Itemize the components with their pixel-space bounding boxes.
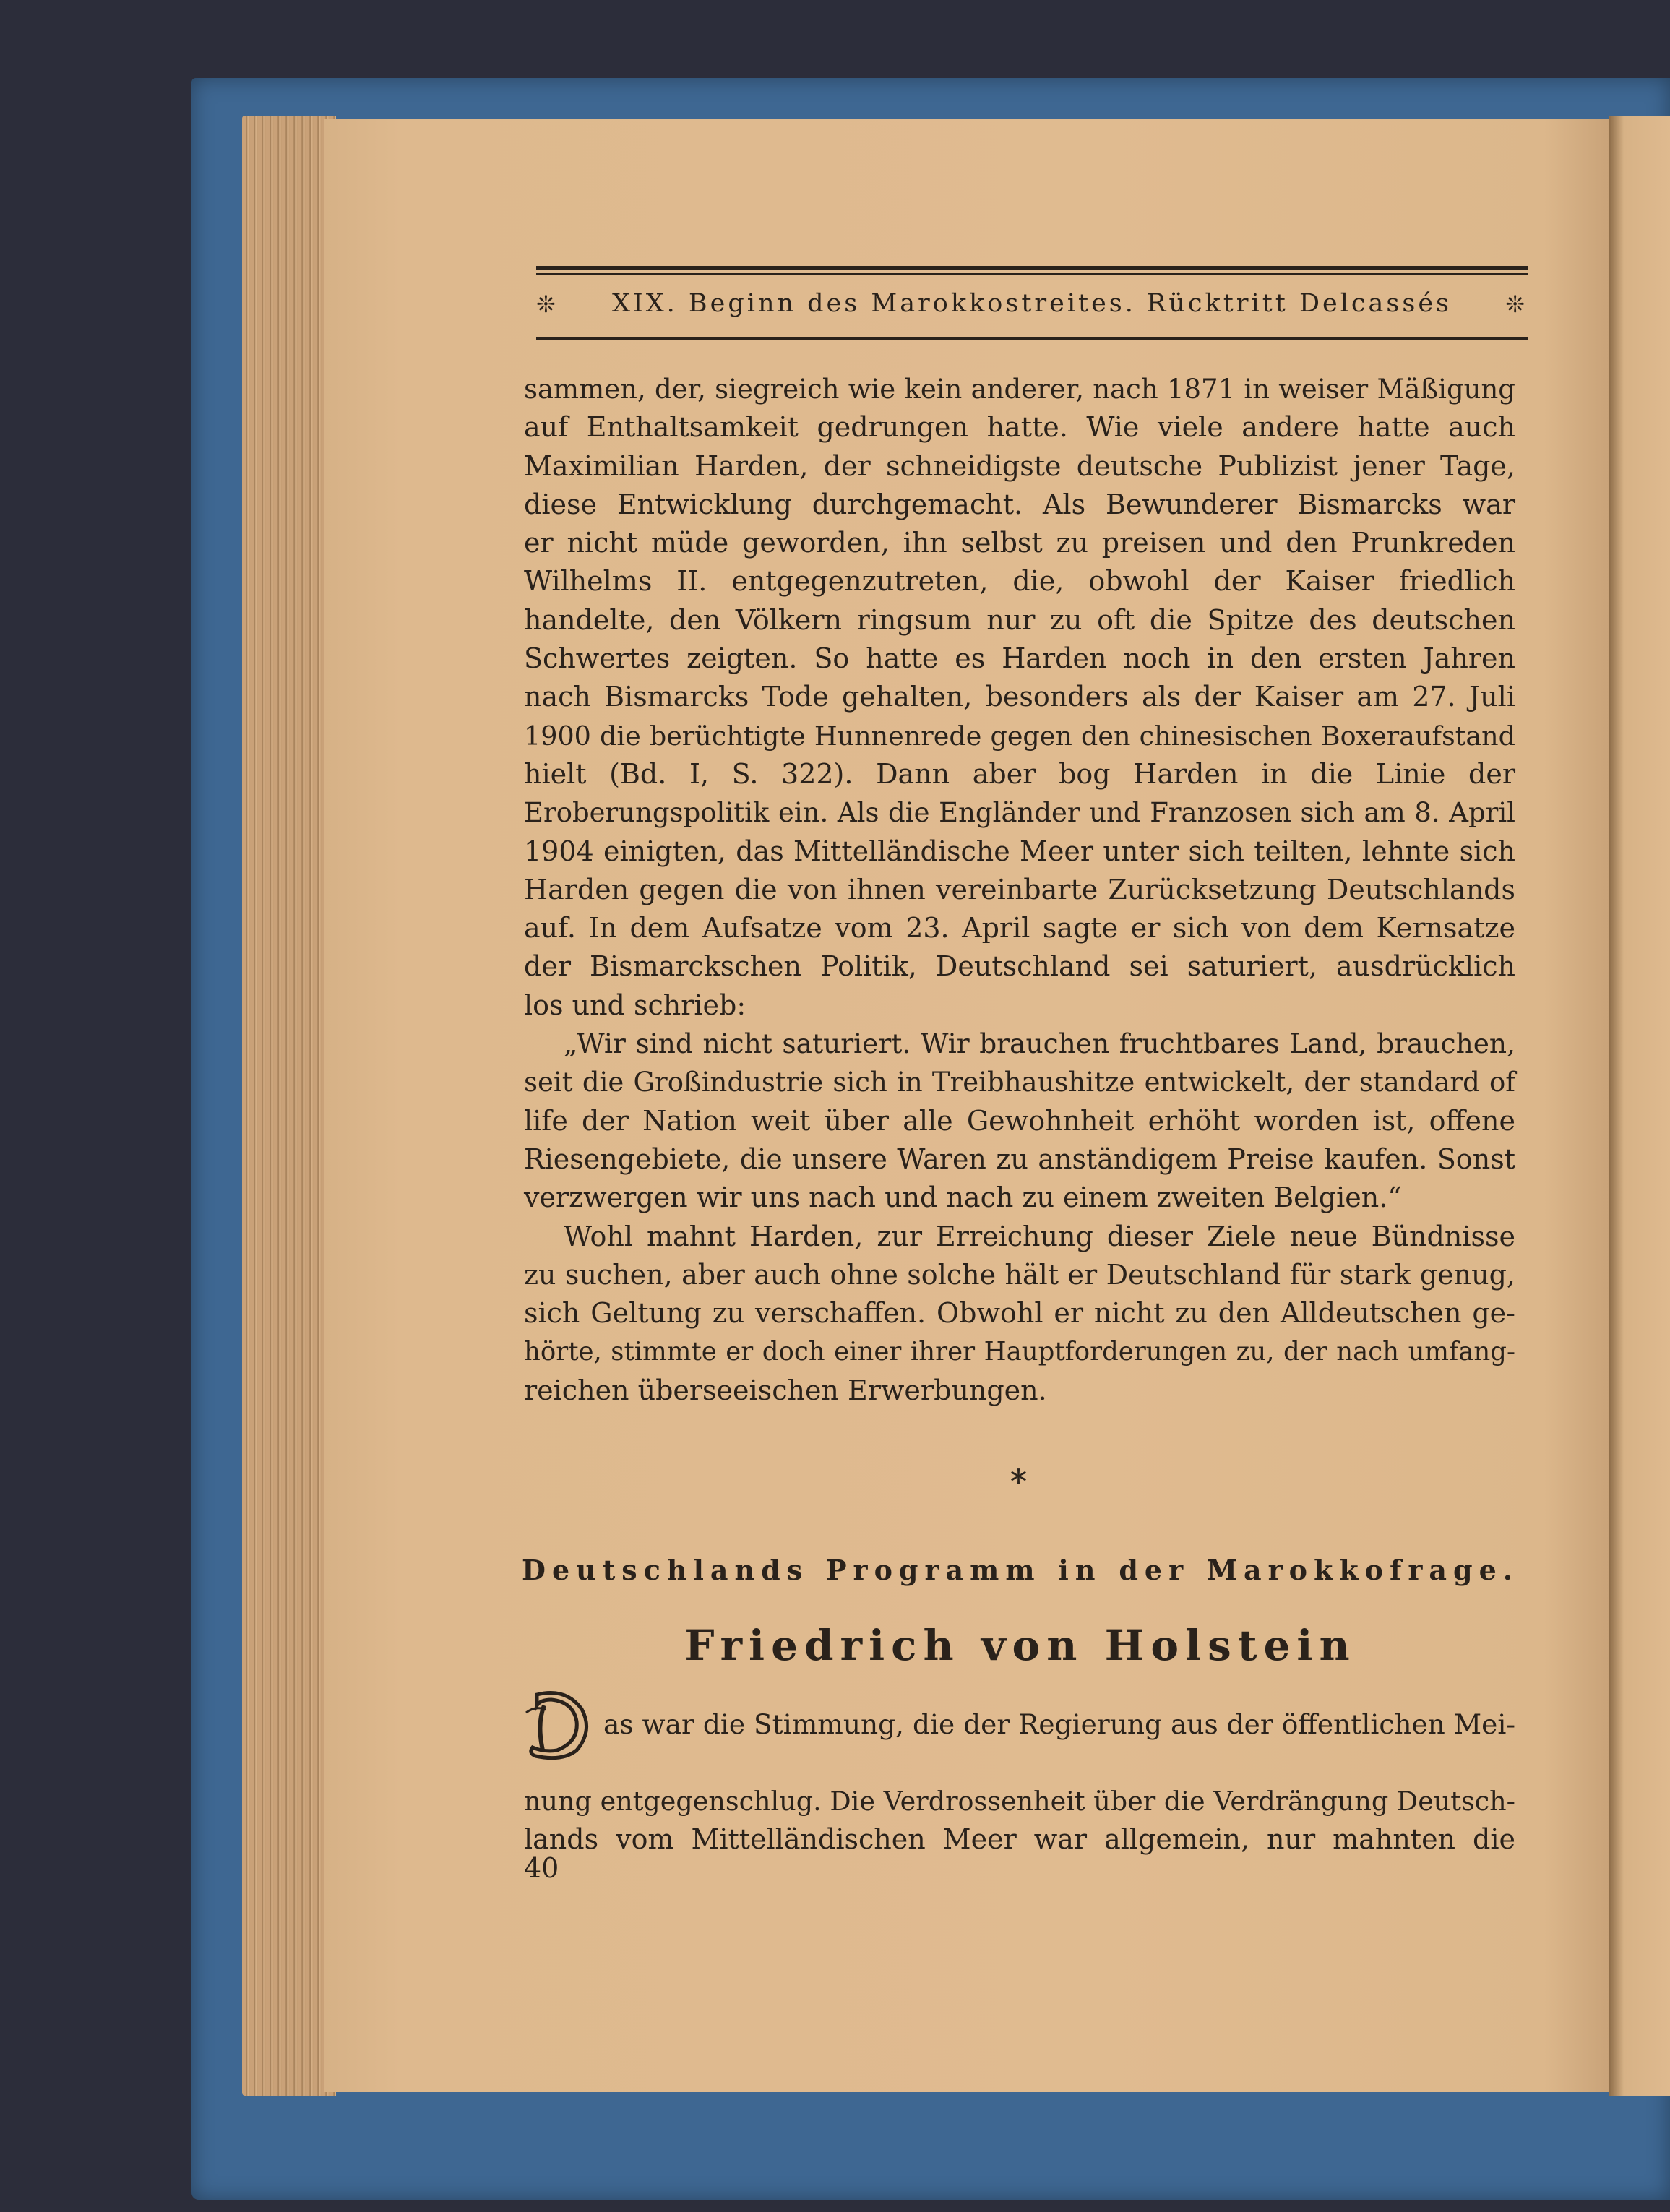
header-rule-thick — [536, 266, 1528, 270]
facing-page-edge — [1609, 116, 1670, 2096]
page-edges — [242, 116, 336, 2096]
body-text — [524, 370, 1515, 1410]
header-rule-bottom — [536, 337, 1528, 340]
text-line: auf Enthaltsamkeit gedrungen hatte. Wie viele andere hatte auch — [524, 411, 1515, 444]
quote-line: verzwergen wir uns nach und nach zu einem zweiten Belgien.“ — [524, 1182, 1402, 1214]
text-line: hielt (Bd. I, S. 322). Dann aber bog Harden in die Linie der — [524, 757, 1515, 790]
text-line: Wilhelms II. entgegenzutreten, die, obwohl der Kaiser friedlich — [524, 565, 1515, 598]
next-paragraph-rest — [524, 1782, 1515, 1859]
text-line: sich Geltung zu verschaffen. Obwohl er nicht zu den Alldeutschen ge- — [524, 1297, 1515, 1330]
text-line: Wohl mahnt Harden, zur Erreichung dieser Ziele neue Bündnisse — [564, 1220, 1515, 1252]
text-line: Maximilian Harden, der schneidigste deutsche Publizist jener Tage, — [524, 449, 1515, 482]
text-line: er nicht müde geworden, ihn selbst zu preisen und den Prunkreden — [524, 527, 1515, 559]
text-line: los und schrieb: — [524, 989, 746, 1021]
text-line: 1900 die berüchtigte Hunnenrede gegen den chinesischen Boxeraufstand — [524, 720, 1515, 752]
running-head-title: XIX. Beginn des Marokkostreites. Rücktritt Delcassés — [612, 289, 1452, 318]
page-number: 40 — [524, 1852, 559, 1884]
drop-cap — [522, 1684, 595, 1763]
quote-line: life der Nation weit über alle Gewohnheit erhöht worden ist, offene — [524, 1104, 1515, 1137]
text-line: auf. In dem Aufsatze vom 23. April sagte er sich von dem Kernsatze — [524, 912, 1515, 944]
text-line: as war die Stimmung, die der Regierung aus der öffentlichen Mei- — [603, 1708, 1515, 1740]
text-line: reichen überseeischen Erwerbungen. — [524, 1374, 1047, 1406]
text-line: Schwertes zeigten. So hatte es Harden noch in den ersten Jahren — [524, 642, 1515, 675]
next-paragraph-first — [603, 1705, 1515, 1744]
section-subheading: Friedrich von Holstein — [684, 1621, 1356, 1670]
text-line: handelte, den Völkern ringsum nur zu oft die Spitze des deutschen — [524, 603, 1515, 636]
text-line: zu suchen, aber auch ohne solche hält er Deutschland für stark genug, — [524, 1258, 1515, 1291]
drop-cap-letter: D — [538, 1691, 580, 1750]
quote-line: seit die Großindustrie sich in Treibhaushitze entwickelt, der standard of — [524, 1067, 1515, 1098]
text-line: hörte, stimmte er doch einer ihrer Hauptforderungen zu, der nach umfang- — [524, 1337, 1515, 1367]
text-line: nung entgegenschlug. Die Verdrossenheit über die Verdrängung Deutsch- — [524, 1786, 1515, 1817]
section-break-asterisk: * — [1010, 1462, 1027, 1501]
ornament-left-icon: ❊ — [536, 291, 559, 318]
text-line: nach Bismarcks Tode gehalten, besonders als der Kaiser am 27. Juli — [524, 681, 1515, 713]
quote-line: Riesengebiete, die unsere Waren zu anständigem Preise kaufen. Sonst — [524, 1142, 1515, 1175]
text-line: Harden gegen die von ihnen vereinbarte Zurücksetzung Deutschlands — [524, 873, 1515, 905]
text-line: lands vom Mittelländischen Meer war allgemein, nur mahnten die — [524, 1823, 1515, 1856]
section-heading: Deutschlands Programm in der Marokkofrage. — [522, 1554, 1519, 1586]
header-rule-thin — [536, 273, 1528, 275]
text-line: 1904 einigten, das Mittelländische Meer unter sich teilten, lehnte sich — [524, 835, 1515, 867]
text-line: der Bismarckschen Politik, Deutschland sei saturiert, ausdrücklich — [524, 950, 1515, 983]
quote-line: „Wir sind nicht saturiert. Wir brauchen fruchtbares Land, brauchen, — [564, 1028, 1515, 1060]
text-line: diese Entwicklung durchgemacht. Als Bewunderer Bismarcks war — [524, 488, 1515, 520]
text-line: Eroberungspolitik ein. Als die Engländer und Franzosen sich am 8. April — [524, 797, 1515, 829]
ornament-right-icon: ❊ — [1505, 291, 1528, 318]
running-head — [536, 289, 1528, 325]
text-line: sammen, der, siegreich wie kein anderer, nach 1871 in weiser Mäßigung — [524, 374, 1515, 405]
